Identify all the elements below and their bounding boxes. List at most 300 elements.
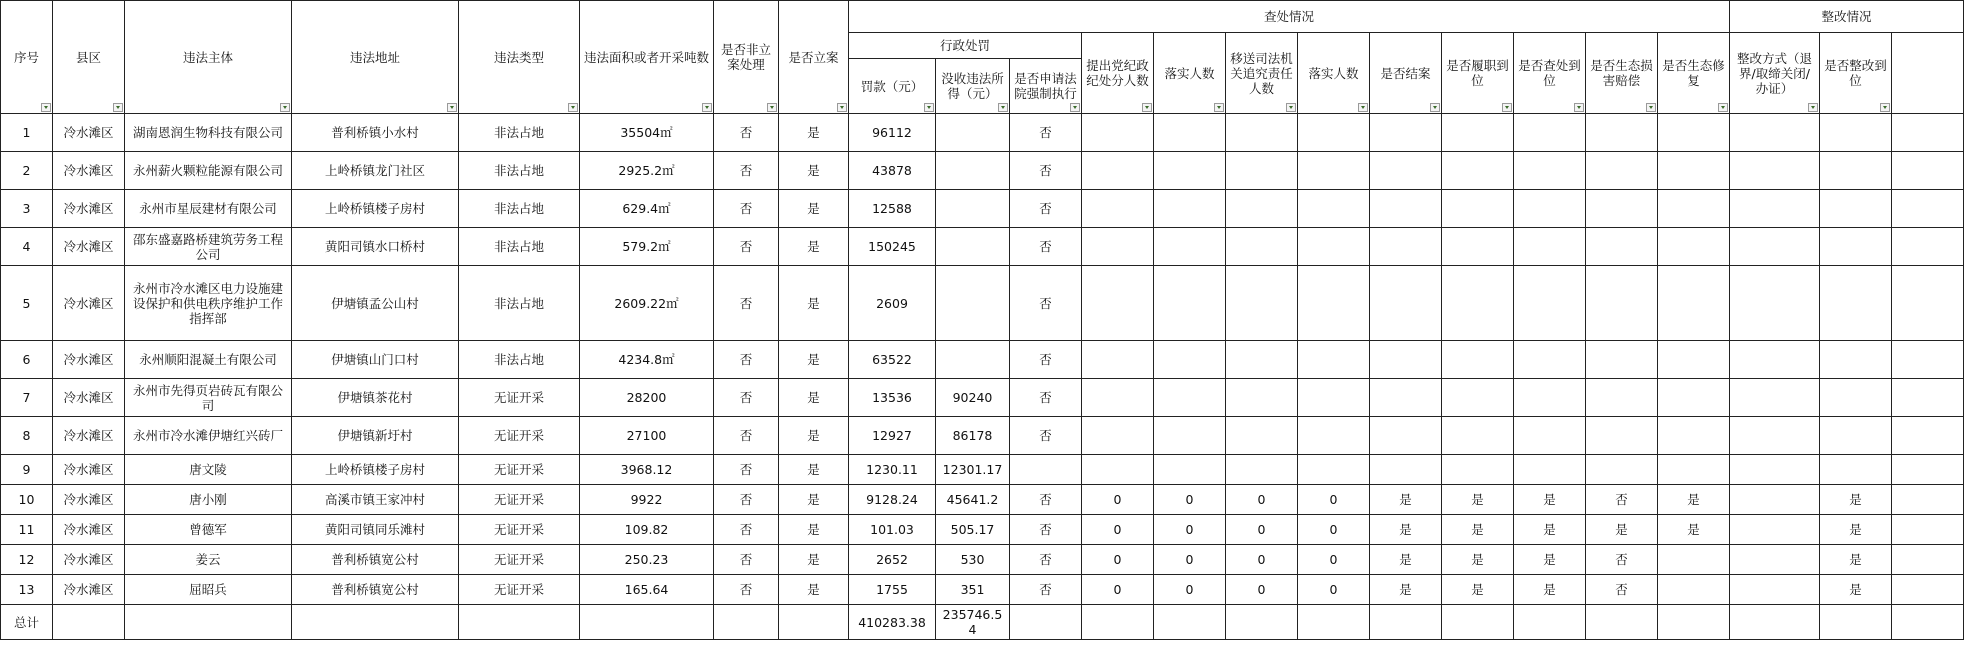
cell-type[interactable]: 非法占地 (459, 228, 580, 266)
cell-party[interactable]: 0 (1082, 545, 1154, 575)
cell-method[interactable] (1730, 575, 1820, 605)
cell-area[interactable]: 579.2㎡ (580, 228, 714, 266)
cell-duty[interactable]: 是 (1442, 485, 1514, 515)
header-duty-performed[interactable]: 是否履职到位 (1442, 33, 1514, 114)
cell-confiscated[interactable]: 530 (936, 545, 1010, 575)
total-empty-cell[interactable] (459, 605, 580, 640)
cell-closed[interactable] (1370, 266, 1442, 341)
total-empty-cell[interactable] (714, 605, 779, 640)
cell-method[interactable] (1730, 228, 1820, 266)
cell-judicial[interactable] (1226, 190, 1298, 228)
cell-judicial[interactable] (1226, 417, 1298, 455)
cell-confiscated[interactable] (936, 228, 1010, 266)
cell-impl1[interactable] (1154, 114, 1226, 152)
cell-address[interactable]: 伊塘镇新圩村 (292, 417, 459, 455)
cell-non-case[interactable]: 否 (714, 485, 779, 515)
cell-address[interactable]: 伊塘镇孟公山村 (292, 266, 459, 341)
cell-subject[interactable]: 永州市星辰建材有限公司 (125, 190, 292, 228)
cell-fine[interactable]: 101.03 (849, 515, 936, 545)
cell-eco-comp[interactable] (1586, 190, 1658, 228)
cell-closed[interactable]: 是 (1370, 485, 1442, 515)
cell-subject[interactable]: 永州市先得页岩砖瓦有限公司 (125, 379, 292, 417)
cell-non-case[interactable]: 否 (714, 417, 779, 455)
cell-remarks[interactable] (1892, 266, 1964, 341)
cell-eco-restore[interactable] (1658, 417, 1730, 455)
cell-eco-restore[interactable] (1658, 455, 1730, 485)
cell-impl2[interactable]: 0 (1298, 515, 1370, 545)
cell-court[interactable]: 否 (1010, 228, 1082, 266)
cell-non-case[interactable]: 否 (714, 190, 779, 228)
cell-type[interactable]: 无证开采 (459, 515, 580, 545)
cell-done[interactable] (1820, 341, 1892, 379)
cell-subject[interactable]: 湖南恩润生物科技有限公司 (125, 114, 292, 152)
cell-county[interactable]: 冷水滩区 (53, 341, 125, 379)
cell-seq[interactable]: 4 (1, 228, 53, 266)
cell-eco-comp[interactable]: 否 (1586, 575, 1658, 605)
cell-seq[interactable]: 10 (1, 485, 53, 515)
total-confiscated[interactable]: 235746.54 (936, 605, 1010, 640)
cell-non-case[interactable]: 否 (714, 266, 779, 341)
cell-impl2[interactable] (1298, 341, 1370, 379)
cell-fine[interactable]: 13536 (849, 379, 936, 417)
cell-duty[interactable] (1442, 152, 1514, 190)
cell-closed[interactable] (1370, 341, 1442, 379)
cell-type[interactable]: 无证开采 (459, 379, 580, 417)
cell-type[interactable]: 无证开采 (459, 485, 580, 515)
cell-non-case[interactable]: 否 (714, 575, 779, 605)
total-empty-cell[interactable] (1658, 605, 1730, 640)
cell-area[interactable]: 35504㎡ (580, 114, 714, 152)
cell-confiscated[interactable] (936, 114, 1010, 152)
cell-court[interactable]: 否 (1010, 575, 1082, 605)
cell-address[interactable]: 上岭桥镇楼子房村 (292, 455, 459, 485)
cell-non-case[interactable]: 否 (714, 114, 779, 152)
header-implemented-2[interactable]: 落实人数 (1298, 33, 1370, 114)
cell-subject[interactable]: 唐文陵 (125, 455, 292, 485)
cell-done[interactable] (1820, 228, 1892, 266)
cell-done[interactable]: 是 (1820, 485, 1892, 515)
header-subject[interactable]: 违法主体 (125, 1, 292, 114)
cell-party[interactable]: 0 (1082, 515, 1154, 545)
cell-non-case[interactable]: 否 (714, 379, 779, 417)
cell-subject[interactable]: 永州顺阳混凝土有限公司 (125, 341, 292, 379)
cell-eco-comp[interactable] (1586, 114, 1658, 152)
cell-county[interactable]: 冷水滩区 (53, 545, 125, 575)
cell-seq[interactable]: 3 (1, 190, 53, 228)
cell-remarks[interactable] (1892, 114, 1964, 152)
cell-impl1[interactable] (1154, 379, 1226, 417)
cell-eco-restore[interactable] (1658, 379, 1730, 417)
cell-investigated[interactable] (1514, 341, 1586, 379)
filter-dropdown-icon[interactable] (1286, 103, 1296, 112)
cell-eco-restore[interactable] (1658, 152, 1730, 190)
cell-investigated[interactable]: 是 (1514, 575, 1586, 605)
cell-fine[interactable]: 12927 (849, 417, 936, 455)
cell-impl2[interactable] (1298, 417, 1370, 455)
cell-court[interactable]: 否 (1010, 152, 1082, 190)
cell-area[interactable]: 9922 (580, 485, 714, 515)
cell-eco-restore[interactable] (1658, 545, 1730, 575)
cell-county[interactable]: 冷水滩区 (53, 485, 125, 515)
cell-remarks[interactable] (1892, 190, 1964, 228)
cell-area[interactable]: 3968.12 (580, 455, 714, 485)
cell-impl1[interactable] (1154, 266, 1226, 341)
cell-investigated[interactable] (1514, 455, 1586, 485)
header-area[interactable]: 违法面积或者开采吨数 (580, 1, 714, 114)
cell-impl2[interactable] (1298, 152, 1370, 190)
cell-type[interactable]: 非法占地 (459, 152, 580, 190)
cell-court[interactable] (1010, 455, 1082, 485)
cell-court[interactable]: 否 (1010, 515, 1082, 545)
cell-remarks[interactable] (1892, 485, 1964, 515)
cell-fine[interactable]: 2652 (849, 545, 936, 575)
cell-address[interactable]: 上岭桥镇龙门社区 (292, 152, 459, 190)
cell-fine[interactable]: 1230.11 (849, 455, 936, 485)
cell-area[interactable]: 4234.8㎡ (580, 341, 714, 379)
filter-dropdown-icon[interactable] (1646, 103, 1656, 112)
cell-method[interactable] (1730, 455, 1820, 485)
cell-eco-comp[interactable]: 否 (1586, 485, 1658, 515)
cell-court[interactable]: 否 (1010, 545, 1082, 575)
cell-judicial[interactable] (1226, 228, 1298, 266)
cell-court[interactable]: 否 (1010, 266, 1082, 341)
cell-remarks[interactable] (1892, 228, 1964, 266)
cell-done[interactable]: 是 (1820, 545, 1892, 575)
filter-dropdown-icon[interactable] (41, 103, 51, 112)
cell-subject[interactable]: 永州市冷水滩伊塘红兴砖厂 (125, 417, 292, 455)
cell-party[interactable] (1082, 417, 1154, 455)
cell-duty[interactable]: 是 (1442, 545, 1514, 575)
cell-impl1[interactable] (1154, 417, 1226, 455)
cell-impl1[interactable] (1154, 341, 1226, 379)
total-empty-cell[interactable] (580, 605, 714, 640)
cell-judicial[interactable] (1226, 114, 1298, 152)
cell-party[interactable] (1082, 266, 1154, 341)
total-empty-cell[interactable] (779, 605, 849, 640)
header-filed[interactable]: 是否立案 (779, 1, 849, 114)
cell-confiscated[interactable]: 505.17 (936, 515, 1010, 545)
cell-done[interactable] (1820, 114, 1892, 152)
cell-done[interactable]: 是 (1820, 515, 1892, 545)
cell-county[interactable]: 冷水滩区 (53, 575, 125, 605)
header-confiscated[interactable]: 没收违法所得（元） (936, 59, 1010, 114)
total-empty-cell[interactable] (1010, 605, 1082, 640)
cell-investigated[interactable]: 是 (1514, 485, 1586, 515)
cell-filed[interactable]: 是 (779, 575, 849, 605)
total-fine[interactable]: 410283.38 (849, 605, 936, 640)
cell-closed[interactable] (1370, 228, 1442, 266)
cell-fine[interactable]: 96112 (849, 114, 936, 152)
cell-non-case[interactable]: 否 (714, 341, 779, 379)
cell-duty[interactable] (1442, 417, 1514, 455)
cell-filed[interactable]: 是 (779, 379, 849, 417)
cell-type[interactable]: 无证开采 (459, 455, 580, 485)
cell-type[interactable]: 非法占地 (459, 114, 580, 152)
cell-court[interactable]: 否 (1010, 379, 1082, 417)
cell-address[interactable]: 伊塘镇山门口村 (292, 341, 459, 379)
cell-duty[interactable] (1442, 190, 1514, 228)
cell-closed[interactable] (1370, 417, 1442, 455)
cell-impl1[interactable] (1154, 455, 1226, 485)
header-closed[interactable]: 是否结案 (1370, 33, 1442, 114)
cell-address[interactable]: 普利桥镇小水村 (292, 114, 459, 152)
cell-county[interactable]: 冷水滩区 (53, 417, 125, 455)
total-empty-cell[interactable] (1442, 605, 1514, 640)
filter-dropdown-icon[interactable] (1574, 103, 1584, 112)
cell-filed[interactable]: 是 (779, 455, 849, 485)
cell-subject[interactable]: 曾德军 (125, 515, 292, 545)
cell-method[interactable] (1730, 114, 1820, 152)
cell-eco-comp[interactable]: 是 (1586, 515, 1658, 545)
filter-dropdown-icon[interactable] (702, 103, 712, 112)
cell-address[interactable]: 普利桥镇宽公村 (292, 545, 459, 575)
header-seq[interactable]: 序号 (1, 1, 53, 114)
header-non-case[interactable]: 是否非立案处理 (714, 1, 779, 114)
header-investigated[interactable]: 是否查处到位 (1514, 33, 1586, 114)
cell-eco-restore[interactable] (1658, 575, 1730, 605)
cell-court[interactable]: 否 (1010, 417, 1082, 455)
cell-fine[interactable]: 1755 (849, 575, 936, 605)
total-empty-cell[interactable] (1370, 605, 1442, 640)
cell-done[interactable] (1820, 152, 1892, 190)
cell-fine[interactable]: 43878 (849, 152, 936, 190)
cell-method[interactable] (1730, 341, 1820, 379)
cell-remarks[interactable] (1892, 379, 1964, 417)
cell-eco-comp[interactable] (1586, 379, 1658, 417)
cell-court[interactable]: 否 (1010, 190, 1082, 228)
cell-method[interactable] (1730, 190, 1820, 228)
cell-area[interactable]: 629.4㎡ (580, 190, 714, 228)
total-empty-cell[interactable] (1298, 605, 1370, 640)
cell-eco-comp[interactable] (1586, 228, 1658, 266)
cell-investigated[interactable] (1514, 266, 1586, 341)
cell-seq[interactable]: 6 (1, 341, 53, 379)
cell-impl1[interactable]: 0 (1154, 485, 1226, 515)
cell-type[interactable]: 非法占地 (459, 190, 580, 228)
cell-type[interactable]: 非法占地 (459, 341, 580, 379)
filter-dropdown-icon[interactable] (998, 103, 1008, 112)
cell-party[interactable] (1082, 455, 1154, 485)
cell-duty[interactable]: 是 (1442, 515, 1514, 545)
cell-non-case[interactable]: 否 (714, 515, 779, 545)
cell-eco-restore[interactable]: 是 (1658, 485, 1730, 515)
cell-done[interactable] (1820, 417, 1892, 455)
cell-impl1[interactable]: 0 (1154, 575, 1226, 605)
header-rect-method[interactable]: 整改方式（退界/取缔关闭/办证） (1730, 33, 1820, 114)
cell-eco-restore[interactable] (1658, 266, 1730, 341)
cell-type[interactable]: 非法占地 (459, 266, 580, 341)
cell-seq[interactable]: 5 (1, 266, 53, 341)
cell-filed[interactable]: 是 (779, 266, 849, 341)
cell-impl2[interactable]: 0 (1298, 545, 1370, 575)
filter-dropdown-icon[interactable] (1718, 103, 1728, 112)
cell-party[interactable]: 0 (1082, 575, 1154, 605)
cell-impl1[interactable]: 0 (1154, 545, 1226, 575)
cell-judicial[interactable] (1226, 455, 1298, 485)
total-empty-cell[interactable] (1154, 605, 1226, 640)
cell-seq[interactable]: 9 (1, 455, 53, 485)
total-empty-cell[interactable] (1892, 605, 1964, 640)
cell-closed[interactable]: 是 (1370, 545, 1442, 575)
cell-subject[interactable]: 唐小刚 (125, 485, 292, 515)
filter-dropdown-icon[interactable] (1142, 103, 1152, 112)
cell-remarks[interactable] (1892, 152, 1964, 190)
cell-confiscated[interactable]: 12301.17 (936, 455, 1010, 485)
total-empty-cell[interactable] (1514, 605, 1586, 640)
cell-impl2[interactable] (1298, 114, 1370, 152)
cell-subject[interactable]: 永州薪火颗粒能源有限公司 (125, 152, 292, 190)
cell-eco-restore[interactable] (1658, 228, 1730, 266)
cell-filed[interactable]: 是 (779, 341, 849, 379)
cell-confiscated[interactable] (936, 341, 1010, 379)
cell-closed[interactable] (1370, 114, 1442, 152)
cell-county[interactable]: 冷水滩区 (53, 266, 125, 341)
header-judicial-transfer[interactable]: 移送司法机关追究责任人数 (1226, 33, 1298, 114)
header-rect-done[interactable]: 是否整改到位 (1820, 33, 1892, 114)
cell-investigated[interactable]: 是 (1514, 545, 1586, 575)
cell-duty[interactable] (1442, 341, 1514, 379)
cell-seq[interactable]: 2 (1, 152, 53, 190)
cell-area[interactable]: 165.64 (580, 575, 714, 605)
cell-method[interactable] (1730, 515, 1820, 545)
cell-closed[interactable] (1370, 379, 1442, 417)
cell-non-case[interactable]: 否 (714, 455, 779, 485)
cell-non-case[interactable]: 否 (714, 228, 779, 266)
cell-done[interactable] (1820, 379, 1892, 417)
cell-remarks[interactable] (1892, 575, 1964, 605)
cell-done[interactable] (1820, 190, 1892, 228)
cell-investigated[interactable] (1514, 417, 1586, 455)
cell-party[interactable] (1082, 114, 1154, 152)
total-empty-cell[interactable] (1082, 605, 1154, 640)
cell-address[interactable]: 黄阳司镇水口桥村 (292, 228, 459, 266)
cell-fine[interactable]: 63522 (849, 341, 936, 379)
cell-closed[interactable] (1370, 152, 1442, 190)
filter-dropdown-icon[interactable] (1430, 103, 1440, 112)
cell-type[interactable]: 无证开采 (459, 545, 580, 575)
cell-court[interactable]: 否 (1010, 341, 1082, 379)
cell-impl2[interactable] (1298, 455, 1370, 485)
cell-judicial[interactable]: 0 (1226, 515, 1298, 545)
cell-duty[interactable] (1442, 455, 1514, 485)
cell-address[interactable]: 黄阳司镇同乐滩村 (292, 515, 459, 545)
cell-impl1[interactable] (1154, 190, 1226, 228)
cell-impl1[interactable]: 0 (1154, 515, 1226, 545)
cell-filed[interactable]: 是 (779, 190, 849, 228)
cell-investigated[interactable] (1514, 114, 1586, 152)
cell-area[interactable]: 2609.22㎡ (580, 266, 714, 341)
cell-fine[interactable]: 9128.24 (849, 485, 936, 515)
cell-duty[interactable] (1442, 114, 1514, 152)
cell-eco-restore[interactable] (1658, 190, 1730, 228)
total-empty-cell[interactable] (1820, 605, 1892, 640)
cell-impl2[interactable] (1298, 379, 1370, 417)
filter-dropdown-icon[interactable] (113, 103, 123, 112)
cell-closed[interactable] (1370, 190, 1442, 228)
cell-filed[interactable]: 是 (779, 228, 849, 266)
cell-judicial[interactable]: 0 (1226, 575, 1298, 605)
cell-judicial[interactable]: 0 (1226, 545, 1298, 575)
header-party-discipline[interactable]: 提出党纪政纪处分人数 (1082, 33, 1154, 114)
cell-investigated[interactable] (1514, 379, 1586, 417)
cell-confiscated[interactable]: 86178 (936, 417, 1010, 455)
cell-eco-restore[interactable] (1658, 341, 1730, 379)
filter-dropdown-icon[interactable] (568, 103, 578, 112)
total-empty-cell[interactable] (53, 605, 125, 640)
filter-dropdown-icon[interactable] (1070, 103, 1080, 112)
cell-filed[interactable]: 是 (779, 545, 849, 575)
cell-impl2[interactable] (1298, 266, 1370, 341)
header-fine[interactable]: 罚款（元） (849, 59, 936, 114)
cell-non-case[interactable]: 否 (714, 152, 779, 190)
cell-county[interactable]: 冷水滩区 (53, 152, 125, 190)
total-label[interactable]: 总计 (1, 605, 53, 640)
filter-dropdown-icon[interactable] (767, 103, 777, 112)
cell-county[interactable]: 冷水滩区 (53, 455, 125, 485)
filter-dropdown-icon[interactable] (1502, 103, 1512, 112)
cell-confiscated[interactable]: 351 (936, 575, 1010, 605)
cell-impl2[interactable]: 0 (1298, 485, 1370, 515)
total-empty-cell[interactable] (292, 605, 459, 640)
cell-filed[interactable]: 是 (779, 152, 849, 190)
filter-dropdown-icon[interactable] (447, 103, 457, 112)
cell-filed[interactable]: 是 (779, 417, 849, 455)
cell-judicial[interactable] (1226, 341, 1298, 379)
cell-done[interactable] (1820, 266, 1892, 341)
cell-done[interactable] (1820, 455, 1892, 485)
cell-seq[interactable]: 12 (1, 545, 53, 575)
cell-method[interactable] (1730, 152, 1820, 190)
header-implemented-1[interactable]: 落实人数 (1154, 33, 1226, 114)
cell-remarks[interactable] (1892, 455, 1964, 485)
cell-impl2[interactable] (1298, 228, 1370, 266)
cell-remarks[interactable] (1892, 417, 1964, 455)
cell-method[interactable] (1730, 266, 1820, 341)
cell-remarks[interactable] (1892, 341, 1964, 379)
cell-impl1[interactable] (1154, 228, 1226, 266)
cell-type[interactable]: 无证开采 (459, 417, 580, 455)
cell-area[interactable]: 109.82 (580, 515, 714, 545)
cell-seq[interactable]: 1 (1, 114, 53, 152)
cell-remarks[interactable] (1892, 515, 1964, 545)
cell-filed[interactable]: 是 (779, 485, 849, 515)
cell-address[interactable]: 普利桥镇宽公村 (292, 575, 459, 605)
filter-dropdown-icon[interactable] (1808, 103, 1818, 112)
cell-county[interactable]: 冷水滩区 (53, 379, 125, 417)
cell-duty[interactable] (1442, 379, 1514, 417)
cell-confiscated[interactable]: 45641.2 (936, 485, 1010, 515)
cell-confiscated[interactable] (936, 190, 1010, 228)
total-empty-cell[interactable] (1226, 605, 1298, 640)
header-county[interactable]: 县区 (53, 1, 125, 114)
cell-judicial[interactable] (1226, 152, 1298, 190)
cell-eco-comp[interactable] (1586, 455, 1658, 485)
cell-subject[interactable]: 姜云 (125, 545, 292, 575)
cell-closed[interactable]: 是 (1370, 515, 1442, 545)
cell-impl1[interactable] (1154, 152, 1226, 190)
cell-investigated[interactable]: 是 (1514, 515, 1586, 545)
cell-eco-restore[interactable] (1658, 114, 1730, 152)
cell-county[interactable]: 冷水滩区 (53, 114, 125, 152)
cell-address[interactable]: 伊塘镇茶花村 (292, 379, 459, 417)
cell-subject[interactable]: 永州市冷水滩区电力设施建设保护和供电秩序维护工作指挥部 (125, 266, 292, 341)
cell-duty[interactable]: 是 (1442, 575, 1514, 605)
cell-fine[interactable]: 150245 (849, 228, 936, 266)
cell-judicial[interactable]: 0 (1226, 485, 1298, 515)
cell-filed[interactable]: 是 (779, 114, 849, 152)
cell-type[interactable]: 无证开采 (459, 575, 580, 605)
cell-eco-comp[interactable] (1586, 266, 1658, 341)
